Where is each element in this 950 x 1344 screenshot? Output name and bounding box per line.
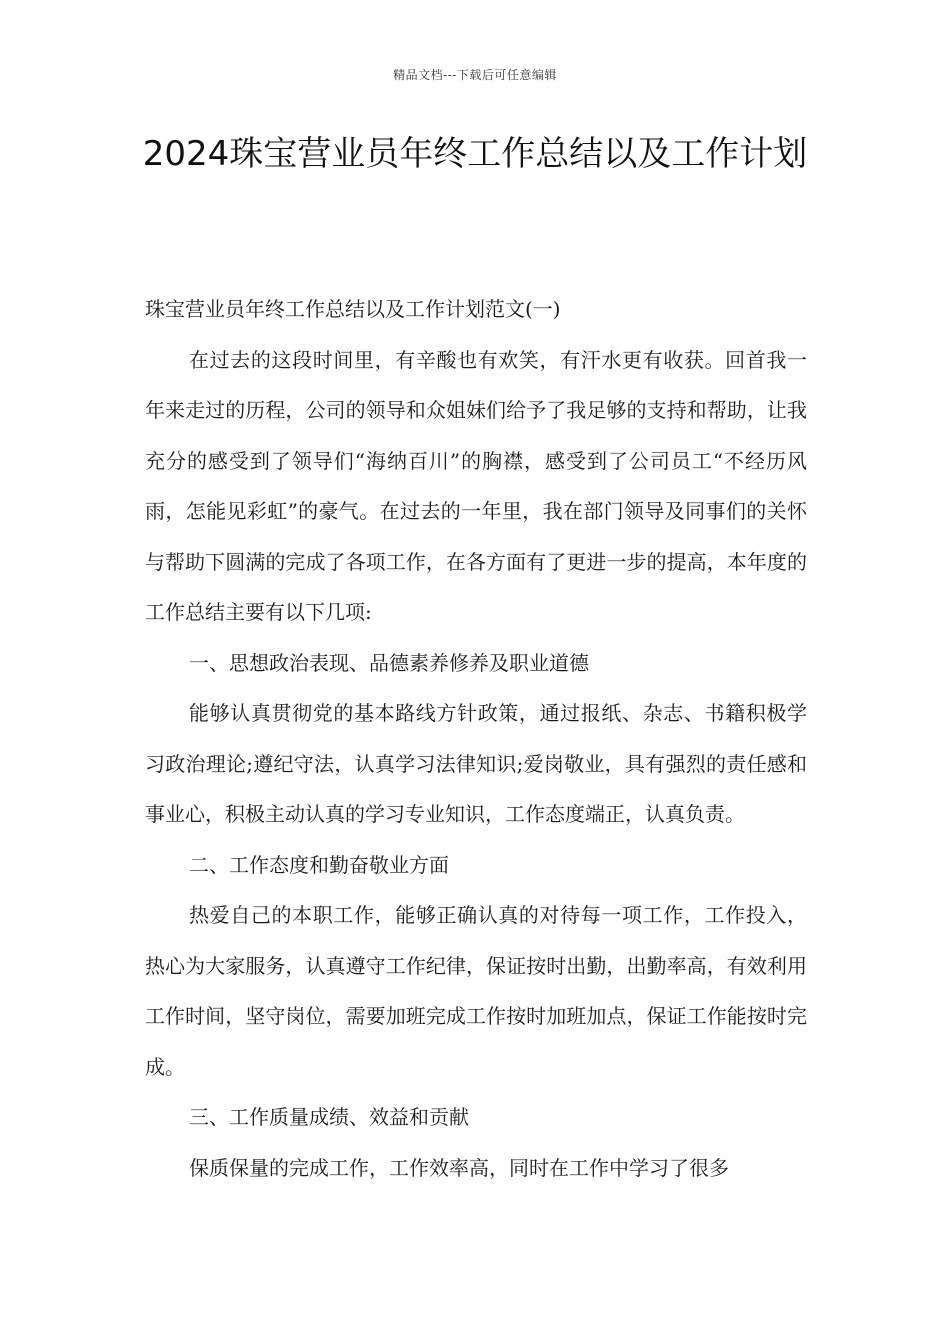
- intro-paragraph: 在过去的这段时间里，有辛酸也有欢笑，有汗水更有收获。回首我一年来走过的历程，公司的领导和众姐妹们给予了我足够的支持和帮助，让我充分的感受到了领导们“海纳百川”的胸襟，感受到了公司员工“不经历风雨，怎能见彩虹”的豪气。在过去的一年里，我在部门领导及同事们的关怀与帮助下圆满的完成了各项工作，在各方面有了更进一步的提高，本年度的工作总结主要有以下几项:: [145, 347, 807, 624]
- section-heading-2: 二、工作态度和勤奋敬业方面: [189, 852, 449, 877]
- section-heading-3: 三、工作质量成绩、效益和贡献: [189, 1105, 469, 1129]
- section-heading-1: 一、思想政治表现、品德素养修养及职业道德: [189, 650, 589, 675]
- subtitle-paragraph: 珠宝营业员年终工作总结以及工作计划范文(一): [145, 297, 561, 321]
- section-paragraph-3: 保质保量的完成工作，工作效率高，同时在工作中学习了很多: [189, 1155, 729, 1180]
- document-body: [145, 284, 807, 1193]
- header-note: 精品文档---下载后可任意编辑: [393, 68, 557, 82]
- section-paragraph-2: 热爱自己的本职工作，能够正确认真的对待每一项工作，工作投入，热心为大家服务，认真遵守工作纪律，保证按时出勤，出勤率高，有效利用工作时间，坚守岗位，需要加班完成工作按时加班加点，保证工作能按时完成。: [145, 903, 807, 1079]
- section-paragraph-1: 能够认真贯彻党的基本路线方针政策，通过报纸、杂志、书籍积极学习政治理论;遵纪守法，认真学习法律知识;爱岗敬业，具有强烈的责任感和事业心，积极主动认真的学习专业知识，工作态度端正，认真负责。: [145, 701, 807, 826]
- document-title: 2024珠宝营业员年终工作总结以及工作计划: [142, 134, 808, 174]
